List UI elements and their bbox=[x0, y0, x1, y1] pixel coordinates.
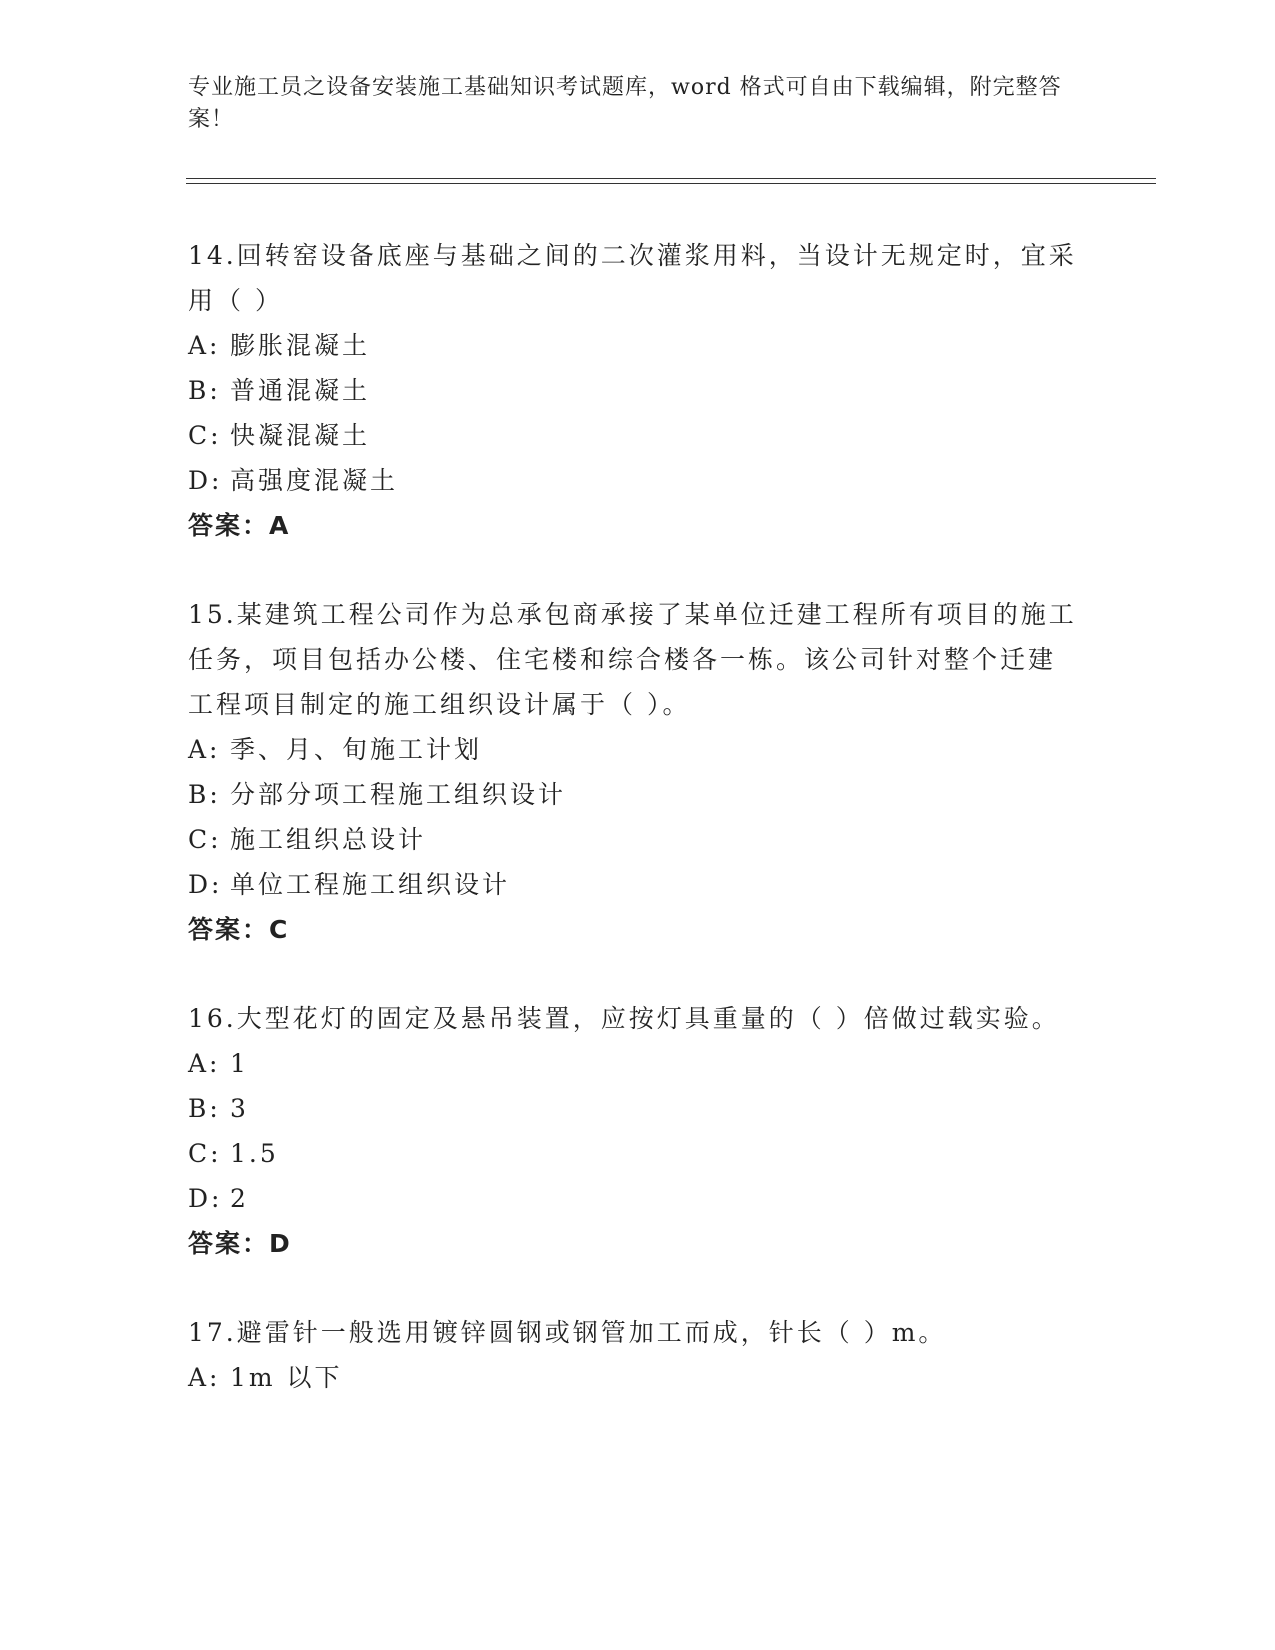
option-key: A: bbox=[188, 1049, 221, 1078]
option-text: 1m 以下 bbox=[230, 1363, 343, 1392]
question-14 bbox=[188, 233, 1078, 548]
question-stem: 14.回转窑设备底座与基础之间的二次灌浆用料，当设计无规定时，宜采用（ ） bbox=[188, 241, 1077, 315]
answer-line: 答案：D bbox=[188, 1229, 292, 1258]
option-text: 3 bbox=[230, 1094, 249, 1123]
answer-line: 答案：C bbox=[188, 915, 290, 944]
option-text: 施工组织总设计 bbox=[230, 825, 427, 854]
question-stem: 15.某建筑工程公司作为总承包商承接了某单位迁建工程所有项目的施工任务，项目包括办公楼、住宅楼和综合楼各一栋。该公司针对整个迁建工程项目制定的施工组织设计属于（ ）。 bbox=[188, 600, 1077, 719]
option-key: B: bbox=[188, 376, 221, 405]
option-key: D: bbox=[188, 870, 223, 899]
option-text: 普通混凝土 bbox=[230, 376, 371, 405]
option-key: D: bbox=[188, 466, 223, 495]
option-key: A: bbox=[188, 1363, 221, 1392]
option-key: B: bbox=[188, 1094, 221, 1123]
option-key: C: bbox=[188, 1139, 222, 1168]
question-stem: 16.大型花灯的固定及悬吊装置，应按灯具重量的（ ）倍做过载实验。 bbox=[188, 1004, 1060, 1033]
document-header: 专业施工员之设备安装施工基础知识考试题库，word 格式可自由下载编辑，附完整答案！ bbox=[188, 75, 1062, 132]
option-text: 季、月、旬施工计划 bbox=[230, 735, 483, 764]
question-16 bbox=[188, 996, 1078, 1266]
option-key: B: bbox=[188, 780, 221, 809]
option-b bbox=[188, 1086, 1078, 1131]
option-text: 单位工程施工组织设计 bbox=[230, 870, 511, 899]
option-text: 快凝混凝土 bbox=[230, 421, 371, 450]
option-text: 高强度混凝土 bbox=[230, 466, 399, 495]
option-b bbox=[188, 772, 1078, 817]
question-17 bbox=[188, 1310, 1078, 1400]
option-c bbox=[188, 1131, 1078, 1176]
option-key: A: bbox=[188, 735, 221, 764]
option-text: 1 bbox=[230, 1049, 249, 1078]
option-text: 分部分项工程施工组织设计 bbox=[230, 780, 567, 809]
option-d bbox=[188, 458, 1078, 503]
question-15 bbox=[188, 592, 1078, 952]
question-stem: 17.避雷针一般选用镀锌圆钢或钢管加工而成，针长（ ）m。 bbox=[188, 1318, 947, 1347]
option-b bbox=[188, 368, 1078, 413]
header-divider-bottom bbox=[186, 183, 1156, 184]
option-key: C: bbox=[188, 825, 222, 854]
option-text: 膨胀混凝土 bbox=[230, 331, 371, 360]
option-c bbox=[188, 413, 1078, 458]
option-a bbox=[188, 1355, 1078, 1400]
option-key: D: bbox=[188, 1184, 223, 1213]
option-text: 2 bbox=[230, 1184, 249, 1213]
option-d bbox=[188, 862, 1078, 907]
option-key: C: bbox=[188, 421, 222, 450]
question-list bbox=[188, 233, 1078, 1444]
option-text: 1.5 bbox=[230, 1139, 279, 1168]
answer-line: 答案：A bbox=[188, 511, 291, 540]
option-a bbox=[188, 727, 1078, 772]
option-key: A: bbox=[188, 331, 221, 360]
option-c bbox=[188, 817, 1078, 862]
option-a bbox=[188, 323, 1078, 368]
header-divider-top bbox=[186, 178, 1156, 179]
option-d bbox=[188, 1176, 1078, 1221]
option-a bbox=[188, 1041, 1078, 1086]
